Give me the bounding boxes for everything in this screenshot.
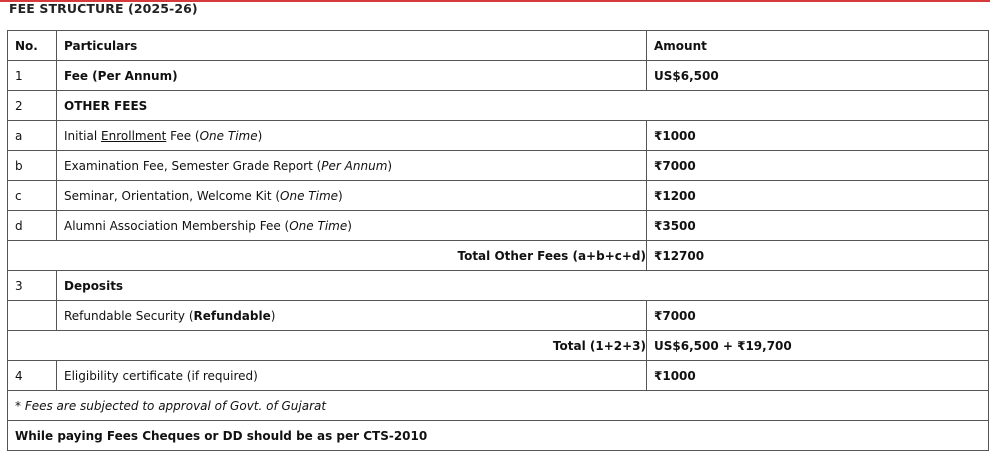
- table-row: [8, 241, 989, 271]
- row-particular: [57, 151, 647, 181]
- table-row: [8, 91, 989, 121]
- table-header-row: [8, 31, 989, 61]
- particular-text: ): [270, 308, 276, 323]
- row-amount: ₹1000: [647, 121, 989, 151]
- row-number: 3: [8, 271, 57, 301]
- table-row: [8, 121, 989, 151]
- particular-text: Refundable Security (: [64, 308, 194, 323]
- particular-text: ): [347, 218, 352, 233]
- particular-text: ): [387, 158, 393, 173]
- row-amount: ₹1200: [647, 181, 989, 211]
- row-particular: Fee (Per Annum): [57, 61, 647, 91]
- grand-total-amount: US$6,500 + ₹19,700: [647, 331, 989, 361]
- row-number: c: [8, 181, 57, 211]
- row-number: 2: [8, 91, 57, 121]
- row-particular: [57, 121, 647, 151]
- particular-text: ): [257, 128, 263, 143]
- header-no: No.: [8, 31, 57, 61]
- header-particulars: Particulars: [57, 31, 647, 61]
- particular-frequency: Per Annum: [321, 158, 388, 173]
- payment-note: While paying Fees Cheques or DD should be as per CTS-2010: [8, 421, 989, 451]
- row-amount: ₹7000: [647, 151, 989, 181]
- particular-frequency: One Time: [199, 128, 258, 143]
- row-particular: [57, 211, 647, 241]
- particular-frequency: One Time: [289, 218, 348, 233]
- row-number: 4: [8, 361, 57, 391]
- row-number: d: [8, 211, 57, 241]
- particular-text: Alumni Association Membership Fee (: [64, 218, 290, 233]
- row-number: 1: [8, 61, 57, 91]
- table-row: [8, 361, 989, 391]
- section-heading-deposits: Deposits: [57, 271, 989, 301]
- table-row: [8, 391, 989, 421]
- enrollment-link[interactable]: Enrollment: [101, 128, 167, 143]
- table-row: [8, 271, 989, 301]
- total-other-fees-amount: ₹12700: [647, 241, 989, 271]
- row-particular: [57, 181, 647, 211]
- particular-text: Seminar, Orientation, Welcome Kit (: [64, 188, 281, 203]
- particular-frequency: One Time: [280, 188, 339, 203]
- table-row: [8, 331, 989, 361]
- row-particular: [57, 301, 647, 331]
- particular-text: Fee (: [166, 128, 200, 143]
- table-row: [8, 421, 989, 451]
- row-number: a: [8, 121, 57, 151]
- row-particular: Eligibility certificate (if required): [57, 361, 647, 391]
- table-row: [8, 151, 989, 181]
- particular-text: Initial: [64, 128, 102, 143]
- particular-text: ): [338, 188, 343, 203]
- row-number-empty: [8, 301, 57, 331]
- section-heading-other-fees: OTHER FEES: [57, 91, 989, 121]
- refundable-emphasis: Refundable: [193, 308, 271, 323]
- total-other-fees-label: Total Other Fees (a+b+c+d): [8, 241, 647, 271]
- row-amount: ₹1000: [647, 361, 989, 391]
- table-row: [8, 301, 989, 331]
- fee-structure-table: [7, 30, 989, 451]
- table-row: [8, 211, 989, 241]
- grand-total-label: Total (1+2+3): [8, 331, 647, 361]
- particular-text: Examination Fee, Semester Grade Report (: [64, 158, 322, 173]
- row-amount: US$6,500: [647, 61, 989, 91]
- table-row: [8, 61, 989, 91]
- row-amount: ₹7000: [647, 301, 989, 331]
- row-number: b: [8, 151, 57, 181]
- footnote: * Fees are subjected to approval of Govt. of Gujarat: [8, 391, 989, 421]
- page-title: FEE STRUCTURE (2025-26): [9, 1, 198, 16]
- row-amount: ₹3500: [647, 211, 989, 241]
- table-row: [8, 181, 989, 211]
- header-amount: Amount: [647, 31, 989, 61]
